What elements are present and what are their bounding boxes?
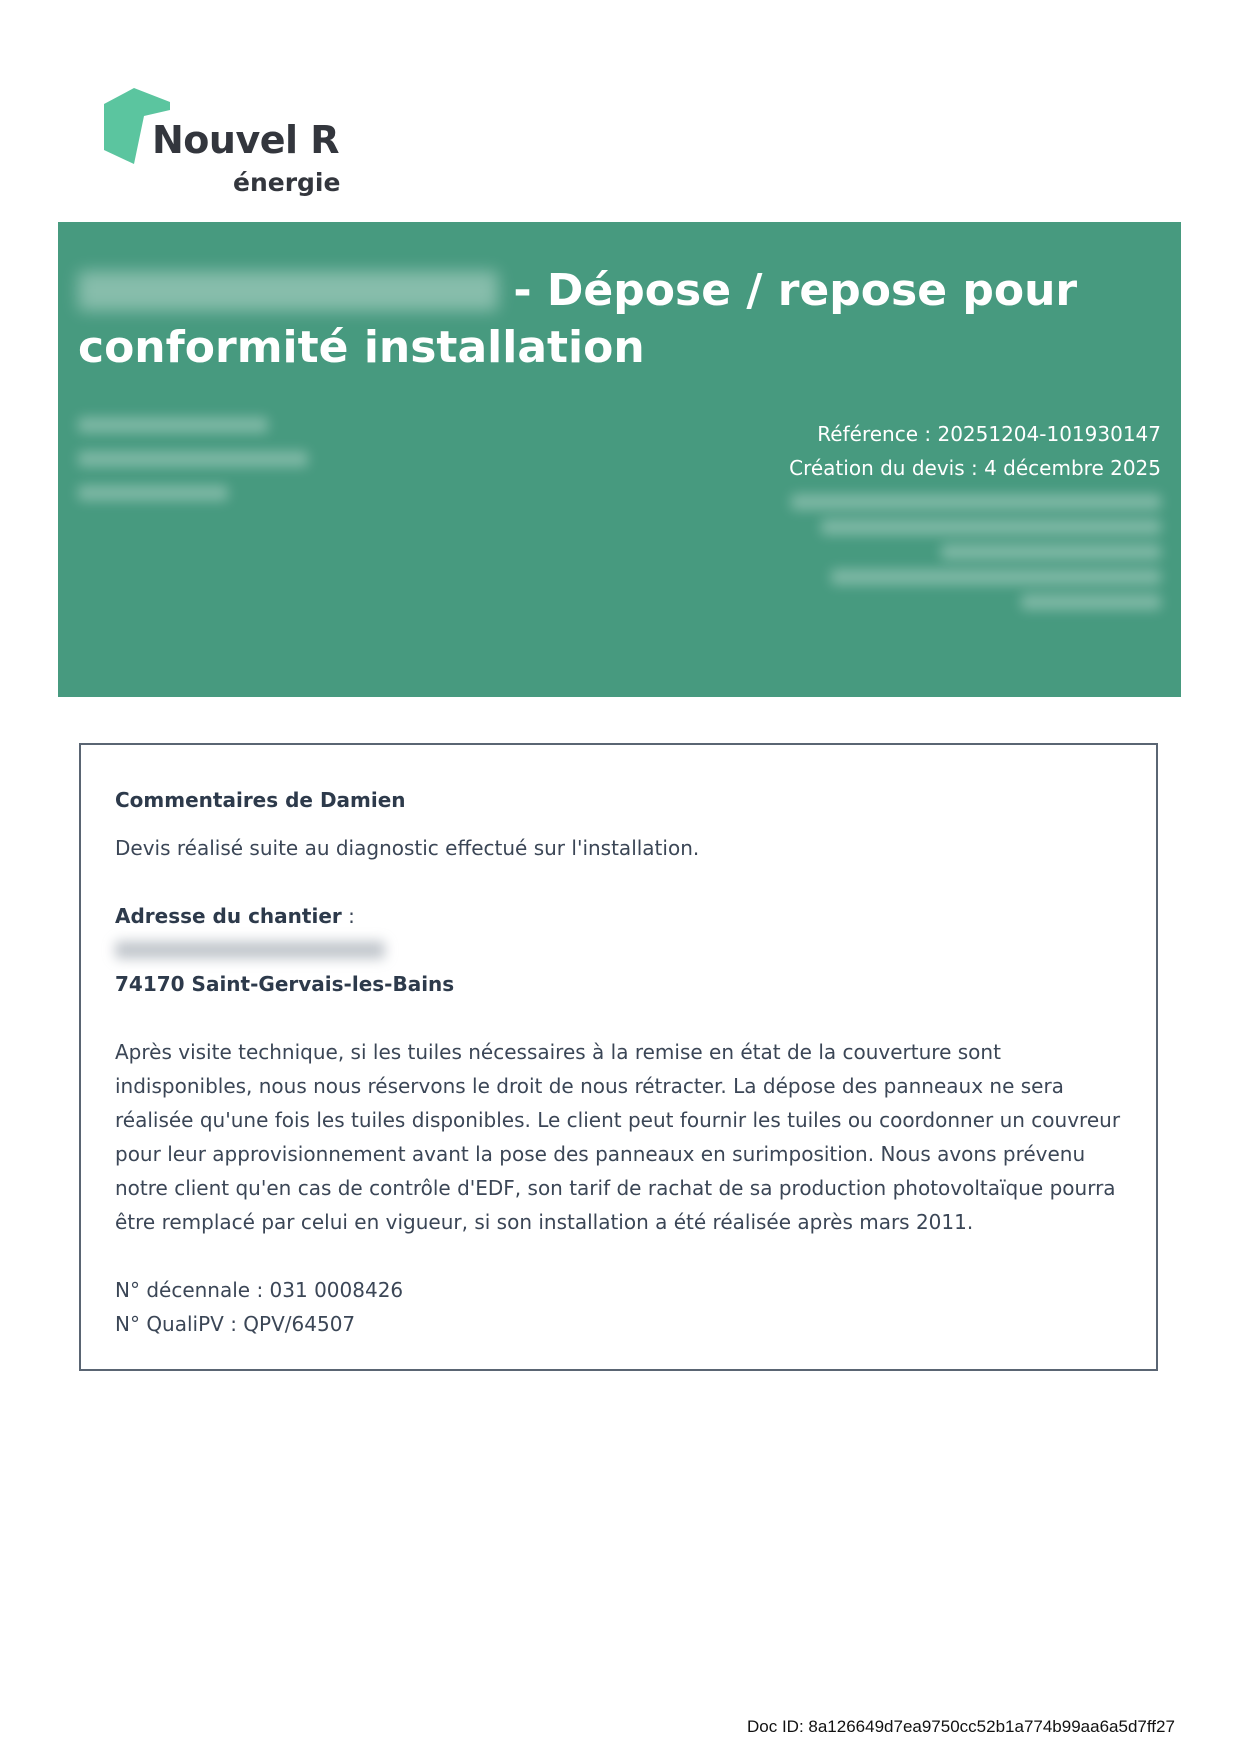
logo-subtitle: énergie bbox=[233, 168, 341, 197]
quote-title bbox=[78, 262, 1138, 376]
logo-name: Nouvel R bbox=[152, 118, 340, 162]
comments-heading: Commentaires de Damien bbox=[115, 788, 406, 812]
site-address-label: Adresse du chantier : bbox=[115, 904, 355, 928]
decennale-number: N° décennale : 031 0008426 bbox=[115, 1278, 404, 1302]
quote-title-text: - Dépose / repose pour conformité installation bbox=[78, 265, 1078, 373]
quote-creation-date: Création du devis : 4 décembre 2025 bbox=[789, 456, 1161, 480]
redacted-line bbox=[78, 417, 268, 433]
quote-header-banner bbox=[58, 222, 1181, 697]
qualipv-number: N° QualiPV : QPV/64507 bbox=[115, 1312, 356, 1336]
doc-id: Doc ID: 8a126649d7ea9750cc52b1a774b99aa6a5d7ff27 bbox=[747, 1717, 1175, 1736]
redacted-line bbox=[831, 569, 1161, 585]
redacted-line bbox=[1021, 594, 1161, 610]
company-logo bbox=[100, 88, 340, 198]
redacted-street bbox=[115, 941, 385, 959]
comments-intro: Devis réalisé suite au diagnostic effectué sur l'installation. bbox=[115, 836, 700, 860]
redacted-line bbox=[791, 494, 1161, 510]
redacted-line bbox=[941, 544, 1161, 560]
comments-box bbox=[79, 743, 1158, 1371]
client-info-redacted bbox=[78, 417, 448, 519]
redacted-line bbox=[821, 519, 1161, 535]
redacted-line bbox=[78, 451, 308, 467]
quote-reference: Référence : 20251204-101930147 bbox=[817, 422, 1161, 446]
redacted-line bbox=[78, 485, 228, 501]
redacted-client-name bbox=[78, 271, 498, 311]
disclaimer-text: Après visite technique, si les tuiles nécessaires à la remise en état de la couverture sont indisponibles, nous nous réservons le droit de nous rétracter. La dépose des panneaux ne sera réalisée qu'une fois les tuiles disponibles. Le client peut fournir les tuiles ou coordonner un couvreur pour leur approvisionnement avant la pose des panneaux en surimposition. Nous avons prévenu notre client qu'en cas de contrôle d'EDF, son tarif de rachat de sa production photovoltaïque pourra être remplacé par celui en vigueur, si son installation a été réalisée après mars 2011. bbox=[115, 1040, 1121, 1234]
site-address-city: 74170 Saint-Gervais-les-Bains bbox=[115, 972, 455, 996]
quote-meta bbox=[789, 417, 1161, 619]
